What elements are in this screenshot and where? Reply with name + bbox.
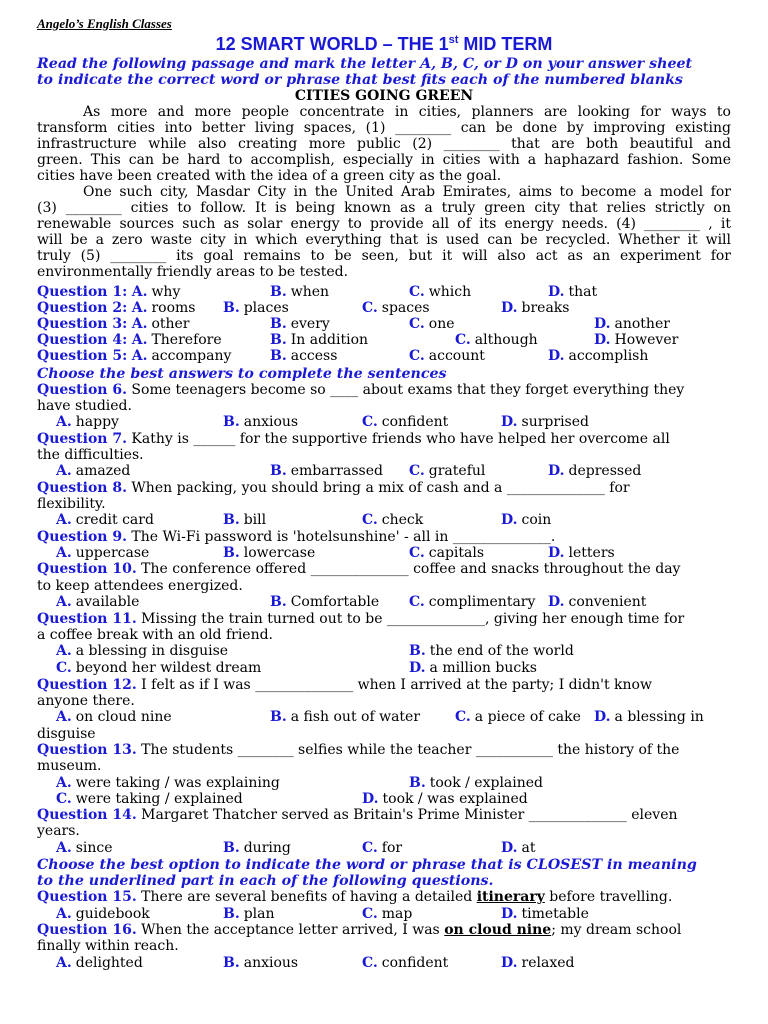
option-letter: A.: [56, 840, 72, 856]
option-letter: B.: [270, 463, 287, 479]
answer-option[interactable]: [223, 414, 298, 430]
answer-option[interactable]: [548, 594, 646, 610]
option-letter: D.: [548, 545, 565, 561]
option-letter: C.: [362, 414, 378, 430]
passage-line: renewable sources such as solar energy to provide all of its energy needs. (4) ________ , it: [37, 216, 731, 232]
option-text: on cloud nine: [75, 709, 172, 725]
complete-instruction: Choose the best answers to complete the sentences: [37, 366, 447, 382]
answer-option[interactable]: [501, 906, 589, 922]
option-letter: D.: [501, 300, 518, 316]
option-text: confident: [381, 955, 449, 971]
option-text-continued: disguise: [37, 726, 96, 742]
answer-option[interactable]: [223, 512, 266, 528]
option-letter: B.: [270, 316, 287, 332]
underlined-phrase: on cloud nine: [444, 922, 552, 938]
answer-option[interactable]: [56, 512, 154, 528]
answer-option[interactable]: [548, 348, 648, 364]
option-text: every: [290, 316, 330, 332]
answer-option[interactable]: [270, 709, 420, 725]
option-text: although: [474, 332, 538, 348]
question-row: [37, 561, 680, 577]
passage-line: (3) ________ cities to follow. It is being known as a truly green city that relies strictly on: [37, 200, 731, 216]
answer-option[interactable]: [594, 709, 704, 725]
answer-option[interactable]: [132, 284, 181, 300]
question-stem: When packing, you should bring a mix of cash and a ______________ for: [131, 480, 630, 496]
question-stem-continued: flexibility.: [37, 496, 106, 512]
question-row: [37, 889, 672, 905]
option-text: took / was explained: [382, 791, 528, 807]
question-stem: I felt as if I was ______________ when I arrived at the party; I didn't know: [141, 677, 652, 693]
answer-option[interactable]: [362, 512, 423, 528]
option-text: coin: [521, 512, 552, 528]
option-letter: C.: [362, 840, 378, 856]
option-letter: C.: [409, 545, 425, 561]
answer-option[interactable]: [409, 316, 455, 332]
option-letter: D.: [501, 512, 518, 528]
option-letter: A.: [56, 594, 72, 610]
option-text: check: [381, 512, 424, 528]
cloze-instruction-line-1: Read the following passage and mark the letter A, B, C, or D on your answer sheet: [37, 56, 693, 72]
option-text: accompany: [151, 348, 232, 364]
answer-option[interactable]: [56, 594, 139, 610]
answer-option[interactable]: [56, 660, 261, 676]
option-text: a blessing in: [614, 709, 704, 725]
option-text: anxious: [243, 414, 299, 430]
option-letter: D.: [548, 284, 565, 300]
question-row: [37, 332, 222, 348]
answer-option[interactable]: [56, 840, 113, 856]
answer-option[interactable]: [270, 316, 330, 332]
option-letter: A.: [56, 414, 72, 430]
question-label: Question 8.: [37, 480, 127, 496]
question-row: [37, 807, 678, 823]
answer-option[interactable]: [223, 545, 315, 561]
question-stem-continued: have studied.: [37, 398, 132, 414]
answer-option[interactable]: [132, 332, 222, 348]
option-text: when: [290, 284, 330, 300]
answer-option[interactable]: [223, 840, 291, 856]
answer-option[interactable]: [409, 660, 537, 676]
question-label: Question 11.: [37, 611, 137, 627]
option-text: during: [243, 840, 291, 856]
option-letter: B.: [223, 512, 240, 528]
option-text: map: [381, 906, 413, 922]
passage-line: cities have been created with the idea of a green city as the goal.: [37, 168, 502, 184]
question-label: Question 6.: [37, 382, 127, 398]
question-label: Question 13.: [37, 742, 137, 758]
option-letter: A.: [56, 463, 72, 479]
answer-option[interactable]: [223, 955, 298, 971]
answer-option[interactable]: [270, 284, 329, 300]
option-letter: C.: [409, 316, 425, 332]
option-letter: C.: [362, 300, 378, 316]
question-row: [37, 742, 679, 758]
title-sup: st: [448, 34, 459, 46]
passage-line: green. This can be hard to accomplish, especially in cities with a haphazard fashion. Some: [37, 152, 731, 168]
option-text: one: [428, 316, 455, 332]
question-row: [37, 922, 681, 938]
option-letter: D.: [548, 348, 565, 364]
option-letter: A.: [131, 284, 148, 300]
passage-line: As more and more people concentrate in cities, planners are looking for ways to: [83, 104, 731, 120]
option-text: were taking / explained: [75, 791, 243, 807]
question-label: Question 15.: [37, 889, 137, 905]
option-letter: B.: [223, 955, 240, 971]
option-text: why: [151, 284, 181, 300]
answer-option[interactable]: [362, 300, 430, 316]
option-text: confident: [381, 414, 449, 430]
question-stem: Margaret Thatcher served as Britain's Prime Minister ______________ eleven: [141, 807, 678, 823]
answer-option[interactable]: [455, 709, 581, 725]
answer-option[interactable]: [362, 955, 448, 971]
option-letter: B.: [223, 414, 240, 430]
option-letter: D.: [501, 906, 518, 922]
option-letter: C.: [56, 791, 72, 807]
answer-option[interactable]: [56, 545, 149, 561]
option-letter: D.: [501, 414, 518, 430]
option-letter: D.: [362, 791, 379, 807]
question-stem: The students ________ selfies while the teacher ___________ the history of the: [141, 742, 680, 758]
question-stem-continued: anyone there.: [37, 693, 135, 709]
option-letter: D.: [409, 660, 426, 676]
option-letter: C.: [362, 906, 378, 922]
option-letter: A.: [56, 709, 72, 725]
passage-line: environmentally friendly areas to be tested.: [37, 264, 349, 280]
option-letter: A.: [56, 906, 72, 922]
answer-option[interactable]: [548, 463, 641, 479]
title-main: 12 SMART WORLD – THE 1: [215, 34, 449, 54]
option-text: However: [614, 332, 679, 348]
question-stem: Kathy is ______ for the supportive friends who have helped her overcome all: [131, 431, 670, 447]
question-row: [37, 382, 684, 398]
option-text: uppercase: [75, 545, 150, 561]
option-text: capitals: [428, 545, 485, 561]
question-stem-continued: the difficulties.: [37, 447, 144, 463]
answer-option[interactable]: [362, 414, 448, 430]
option-text: places: [243, 300, 289, 316]
passage-title: CITIES GOING GREEN: [294, 88, 474, 104]
answer-option[interactable]: [270, 348, 337, 364]
question-stem: There are several benefits of having a detailed: [141, 889, 477, 905]
option-text: relaxed: [521, 955, 575, 971]
answer-option[interactable]: [409, 284, 471, 300]
question-stem-continued: museum.: [37, 758, 102, 774]
option-letter: A.: [131, 316, 148, 332]
question-label: Question 3:: [37, 316, 128, 332]
cloze-instruction-line-2: to indicate the correct word or phrase that best fits each of the numbered blanks: [37, 72, 683, 88]
option-letter: B.: [270, 348, 287, 364]
question-stem: ; my dream school: [551, 922, 682, 938]
option-text: timetable: [521, 906, 589, 922]
option-text: lowercase: [243, 545, 316, 561]
answer-option[interactable]: [223, 906, 275, 922]
option-letter: B.: [223, 545, 240, 561]
answer-option[interactable]: [270, 463, 383, 479]
option-text: credit card: [75, 512, 154, 528]
option-letter: C.: [362, 512, 378, 528]
answer-option[interactable]: [362, 791, 528, 807]
option-text: grateful: [428, 463, 486, 479]
option-text: breaks: [521, 300, 570, 316]
option-letter: C.: [409, 348, 425, 364]
question-row: [37, 480, 630, 496]
option-letter: B.: [409, 643, 426, 659]
option-letter: A.: [131, 348, 148, 364]
option-text: Comfortable: [290, 594, 380, 610]
option-letter: B.: [223, 300, 240, 316]
question-stem: When the acceptance letter arrived, I was: [141, 922, 445, 938]
option-letter: B.: [270, 332, 287, 348]
option-text: convenient: [568, 594, 647, 610]
answer-option[interactable]: [409, 775, 543, 791]
option-text: rooms: [151, 300, 196, 316]
option-text: another: [614, 316, 670, 332]
option-text: a fish out of water: [290, 709, 421, 725]
answer-option[interactable]: [270, 594, 379, 610]
option-letter: B.: [223, 906, 240, 922]
passage-line: One such city, Masdar City in the United Arab Emirates, aims to become a model for: [83, 184, 731, 200]
option-text: that: [568, 284, 598, 300]
option-text: depressed: [568, 463, 642, 479]
option-letter: C.: [409, 594, 425, 610]
option-text: spaces: [381, 300, 430, 316]
answer-option[interactable]: [501, 955, 574, 971]
closest-instruction-line-2: to the underlined part in each of the following questions.: [37, 873, 494, 889]
answer-option[interactable]: [548, 284, 597, 300]
answer-option[interactable]: [594, 332, 678, 348]
option-text: available: [75, 594, 140, 610]
option-text: which: [428, 284, 472, 300]
answer-option[interactable]: [223, 300, 289, 316]
option-text: bill: [243, 512, 267, 528]
question-label: Question 14.: [37, 807, 137, 823]
option-text: embarrassed: [290, 463, 383, 479]
question-row: [37, 431, 670, 447]
answer-option[interactable]: [501, 512, 551, 528]
answer-option[interactable]: [56, 791, 243, 807]
option-letter: B.: [270, 284, 287, 300]
option-letter: C.: [455, 709, 471, 725]
option-letter: D.: [594, 709, 611, 725]
option-text: account: [428, 348, 485, 364]
option-letter: A.: [56, 545, 72, 561]
question-stem-continued: to keep attendees energized.: [37, 578, 243, 594]
option-text: other: [151, 316, 190, 332]
question-row: [37, 611, 684, 627]
question-label: Question 7.: [37, 431, 127, 447]
question-stem: before travelling.: [544, 889, 673, 905]
answer-option[interactable]: [56, 775, 280, 791]
answer-option[interactable]: [501, 414, 589, 430]
option-text: Therefore: [151, 332, 222, 348]
question-label: Question 4:: [37, 332, 128, 348]
answer-option[interactable]: [501, 840, 536, 856]
question-label: Question 16.: [37, 922, 137, 938]
title-rest: MID TERM: [458, 34, 553, 54]
option-text: happy: [75, 414, 119, 430]
option-letter: D.: [501, 840, 518, 856]
option-text: access: [290, 348, 338, 364]
passage-line: infrastructure while also creating more public (2) ________ that are both beautiful and: [37, 136, 731, 152]
answer-option[interactable]: [132, 300, 196, 316]
question-label: Question 5:: [37, 348, 128, 364]
answer-option[interactable]: [56, 463, 130, 479]
option-text: a blessing in disguise: [75, 643, 229, 659]
answer-option[interactable]: [409, 594, 535, 610]
option-text: since: [75, 840, 113, 856]
answer-option[interactable]: [594, 316, 670, 332]
answer-option[interactable]: [362, 906, 412, 922]
answer-option[interactable]: [56, 906, 150, 922]
question-row: [37, 677, 652, 693]
option-letter: A.: [56, 775, 72, 791]
option-text: a million bucks: [429, 660, 537, 676]
question-label: Question 9.: [37, 529, 127, 545]
option-letter: B.: [409, 775, 426, 791]
option-letter: B.: [270, 594, 287, 610]
option-text: In addition: [290, 332, 369, 348]
option-letter: B.: [270, 709, 287, 725]
answer-option[interactable]: [409, 463, 485, 479]
question-label: Question 2:: [37, 300, 128, 316]
answer-option[interactable]: [56, 955, 143, 971]
option-text: accomplish: [568, 348, 649, 364]
question-label: Question 1:: [37, 284, 128, 300]
option-text: for: [381, 840, 403, 856]
option-letter: C.: [455, 332, 471, 348]
option-text: the end of the world: [429, 643, 574, 659]
option-text: letters: [568, 545, 615, 561]
answer-option[interactable]: [132, 316, 190, 332]
option-text: complimentary: [428, 594, 536, 610]
option-letter: A.: [131, 332, 148, 348]
option-text: surprised: [521, 414, 589, 430]
question-stem: The Wi-Fi password is 'hotelsunshine' - all in ______________.: [131, 529, 556, 545]
option-text: a piece of cake: [474, 709, 581, 725]
option-text: anxious: [243, 955, 299, 971]
question-stem-continued: years.: [37, 823, 80, 839]
option-letter: C.: [56, 660, 72, 676]
option-letter: D.: [594, 316, 611, 332]
option-text: delighted: [75, 955, 143, 971]
school-header: Angelo’s English Classes: [37, 16, 172, 31]
option-letter: A.: [56, 643, 72, 659]
answer-option[interactable]: [548, 545, 615, 561]
option-text: took / explained: [429, 775, 544, 791]
question-label: Question 10.: [37, 561, 137, 577]
question-label: Question 12.: [37, 677, 137, 693]
question-row: [37, 284, 180, 300]
question-stem: Some teenagers become so ____ about exams that they forget everything they: [131, 382, 685, 398]
answer-option[interactable]: [270, 332, 368, 348]
option-text: beyond her wildest dream: [75, 660, 262, 676]
question-row: [37, 316, 190, 332]
option-letter: C.: [362, 955, 378, 971]
passage-line: transform cities into better living spaces, (1) ________ can be done by improving existing: [37, 120, 731, 136]
answer-option[interactable]: [409, 348, 485, 364]
passage-line: truly (5) ________ its goal remains to be seen, but it will also act as an experiment for: [37, 248, 731, 264]
option-letter: D.: [548, 594, 565, 610]
question-row: [37, 529, 555, 545]
answer-option[interactable]: [56, 709, 172, 725]
option-text: amazed: [75, 463, 131, 479]
question-stem-continued: finally within reach.: [37, 938, 179, 954]
answer-option[interactable]: [56, 414, 119, 430]
answer-option[interactable]: [409, 545, 484, 561]
option-letter: C.: [409, 463, 425, 479]
option-letter: D.: [501, 955, 518, 971]
question-stem: Missing the train turned out to be ______________, giving her enough time for: [141, 611, 685, 627]
answer-option[interactable]: [362, 840, 402, 856]
option-letter: A.: [56, 512, 72, 528]
passage-line: will be a zero waste city in which everything that is used can be recycled. Whether it will: [37, 232, 731, 248]
question-stem: The conference offered ______________ coffee and snacks throughout the day: [141, 561, 681, 577]
option-letter: C.: [409, 284, 425, 300]
underlined-phrase: itinerary: [476, 889, 545, 905]
closest-instruction-line-1: Choose the best option to indicate the word or phrase that is CLOSEST in meaning: [37, 857, 697, 873]
answer-option[interactable]: [409, 643, 574, 659]
option-text: were taking / was explaining: [75, 775, 280, 791]
option-letter: B.: [223, 840, 240, 856]
question-row: [37, 348, 231, 364]
option-letter: A.: [131, 300, 148, 316]
option-text: plan: [243, 906, 275, 922]
option-letter: D.: [594, 332, 611, 348]
answer-option[interactable]: [132, 348, 232, 364]
question-row: [37, 300, 195, 316]
option-letter: A.: [56, 955, 72, 971]
answer-option[interactable]: [455, 332, 538, 348]
option-letter: D.: [548, 463, 565, 479]
question-stem-continued: a coffee break with an old friend.: [37, 627, 274, 643]
answer-option[interactable]: [56, 643, 228, 659]
option-text: guidebook: [75, 906, 150, 922]
answer-option[interactable]: [501, 300, 569, 316]
worksheet-title: [0, 34, 768, 55]
option-text: at: [521, 840, 536, 856]
